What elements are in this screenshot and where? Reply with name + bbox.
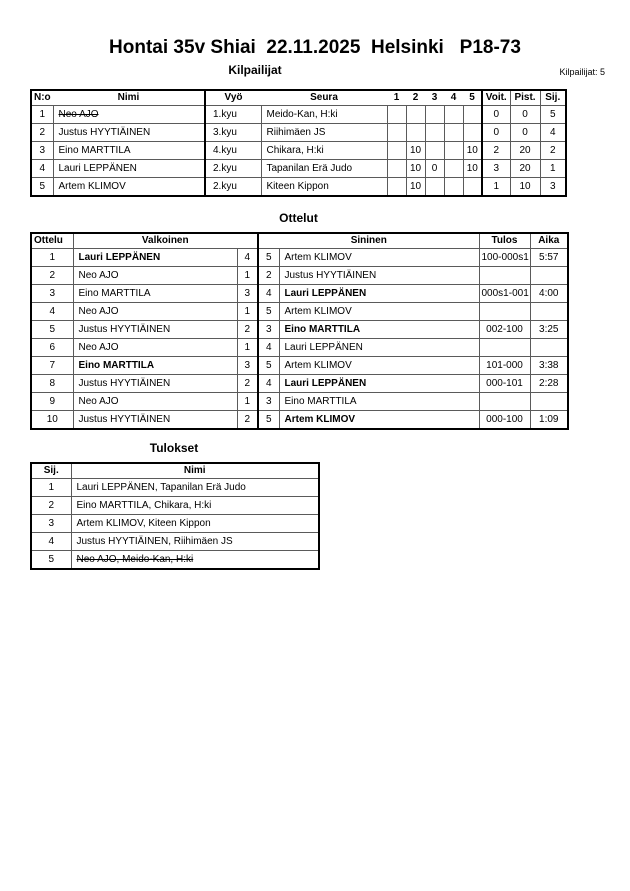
result-place: 5 bbox=[31, 551, 71, 570]
competitor-row bbox=[31, 124, 566, 142]
match-number: 10 bbox=[31, 411, 73, 430]
result-place: 2 bbox=[31, 497, 71, 515]
points-cell: 0 bbox=[510, 124, 540, 142]
white-player-number: 1 bbox=[237, 303, 258, 321]
col-header-aika: Aika bbox=[530, 233, 568, 249]
score-cell bbox=[387, 124, 406, 142]
match-result: 000-101 bbox=[479, 375, 530, 393]
blue-player-name: Eino MARTTILA bbox=[279, 393, 479, 411]
blue-player-name: Justus HYYTIÄINEN bbox=[279, 267, 479, 285]
points-cell: 0 bbox=[510, 106, 540, 124]
white-player-name: Justus HYYTIÄINEN bbox=[73, 321, 237, 339]
match-time bbox=[530, 303, 568, 321]
competitor-number: 5 bbox=[31, 178, 53, 197]
score-cell bbox=[463, 106, 482, 124]
blue-player-number: 4 bbox=[258, 375, 279, 393]
competitors-table-wrapper bbox=[30, 89, 567, 197]
match-row bbox=[31, 285, 568, 303]
results-section-title: Tulokset bbox=[149, 441, 199, 455]
match-time: 3:25 bbox=[530, 321, 568, 339]
result-row bbox=[31, 533, 319, 551]
score-cell bbox=[444, 106, 463, 124]
competitor-belt: 4.kyu bbox=[205, 142, 261, 160]
score-cell bbox=[444, 124, 463, 142]
match-result: 000-100 bbox=[479, 411, 530, 430]
results-table bbox=[30, 462, 320, 570]
competitors-header-row bbox=[31, 90, 566, 106]
competitor-club: Riihimäen JS bbox=[261, 124, 387, 142]
result-place: 3 bbox=[31, 515, 71, 533]
matches-table bbox=[30, 232, 569, 430]
competitor-count-label: Kilpailijat: 5 bbox=[559, 67, 605, 77]
col-header-round-1: 1 bbox=[387, 90, 406, 106]
white-player-number: 3 bbox=[237, 357, 258, 375]
match-result bbox=[479, 303, 530, 321]
blue-player-name: Lauri LEPPÄNEN bbox=[279, 375, 479, 393]
result-name: Eino MARTTILA, Chikara, H:ki bbox=[71, 497, 319, 515]
competitor-name: Lauri LEPPÄNEN bbox=[53, 160, 205, 178]
match-number: 5 bbox=[31, 321, 73, 339]
match-result: 100-000s1 bbox=[479, 249, 530, 267]
blue-player-number: 3 bbox=[258, 321, 279, 339]
competitor-club: Tapanilan Erä Judo bbox=[261, 160, 387, 178]
white-player-name: Neo AJO bbox=[73, 303, 237, 321]
match-number: 6 bbox=[31, 339, 73, 357]
white-player-number: 1 bbox=[237, 267, 258, 285]
blue-player-number: 2 bbox=[258, 267, 279, 285]
competitor-row bbox=[31, 106, 566, 124]
competitors-table bbox=[30, 89, 567, 197]
white-player-number: 1 bbox=[237, 393, 258, 411]
matches-table-wrapper bbox=[30, 232, 569, 430]
match-time: 2:28 bbox=[530, 375, 568, 393]
result-name: Artem KLIMOV, Kiteen Kippon bbox=[71, 515, 319, 533]
score-cell bbox=[444, 160, 463, 178]
competitor-name: Eino MARTTILA bbox=[53, 142, 205, 160]
match-row bbox=[31, 249, 568, 267]
result-row bbox=[31, 515, 319, 533]
result-name: Lauri LEPPÄNEN, Tapanilan Erä Judo bbox=[71, 479, 319, 497]
col-header-tulos: Tulos bbox=[479, 233, 530, 249]
col-header-round-4: 4 bbox=[444, 90, 463, 106]
match-row bbox=[31, 339, 568, 357]
result-place: 4 bbox=[31, 533, 71, 551]
col-header-nimi: Nimi bbox=[53, 90, 205, 106]
competitor-name: Justus HYYTIÄINEN bbox=[53, 124, 205, 142]
score-cell bbox=[387, 178, 406, 197]
match-row bbox=[31, 393, 568, 411]
blue-player-name: Lauri LEPPÄNEN bbox=[279, 285, 479, 303]
score-cell: 10 bbox=[406, 160, 425, 178]
match-time: 4:00 bbox=[530, 285, 568, 303]
score-cell bbox=[425, 106, 444, 124]
match-number: 3 bbox=[31, 285, 73, 303]
blue-player-number: 4 bbox=[258, 285, 279, 303]
match-number: 8 bbox=[31, 375, 73, 393]
match-time: 1:09 bbox=[530, 411, 568, 430]
col-header-nimi: Nimi bbox=[71, 463, 319, 479]
match-row bbox=[31, 357, 568, 375]
wins-cell: 1 bbox=[482, 178, 510, 197]
blue-player-name: Lauri LEPPÄNEN bbox=[279, 339, 479, 357]
col-header-ottelu: Ottelu bbox=[31, 233, 73, 249]
blue-player-name: Artem KLIMOV bbox=[279, 303, 479, 321]
match-time bbox=[530, 267, 568, 285]
match-time: 3:38 bbox=[530, 357, 568, 375]
competitor-belt: 2.kyu bbox=[205, 160, 261, 178]
points-cell: 20 bbox=[510, 160, 540, 178]
result-row bbox=[31, 497, 319, 515]
white-player-name: Justus HYYTIÄINEN bbox=[73, 411, 237, 430]
col-header-round-5: 5 bbox=[463, 90, 482, 106]
result-row bbox=[31, 479, 319, 497]
wins-cell: 2 bbox=[482, 142, 510, 160]
score-cell bbox=[406, 106, 425, 124]
col-header-round-3: 3 bbox=[425, 90, 444, 106]
score-cell bbox=[463, 178, 482, 197]
white-player-number: 2 bbox=[237, 411, 258, 430]
results-header-row bbox=[31, 463, 319, 479]
match-row bbox=[31, 303, 568, 321]
wins-cell: 0 bbox=[482, 124, 510, 142]
blue-player-name: Artem KLIMOV bbox=[279, 411, 479, 430]
competitors-section-title: Kilpailijat bbox=[228, 63, 282, 77]
white-player-name: Eino MARTTILA bbox=[73, 357, 237, 375]
col-header-valkoinen: Valkoinen bbox=[73, 233, 258, 249]
blue-player-name: Artem KLIMOV bbox=[279, 357, 479, 375]
matches-section-title: Ottelut bbox=[279, 211, 318, 225]
competitor-name: Artem KLIMOV bbox=[53, 178, 205, 197]
competitor-belt: 2.kyu bbox=[205, 178, 261, 197]
wins-cell: 0 bbox=[482, 106, 510, 124]
col-header-pist: Pist. bbox=[510, 90, 540, 106]
white-player-number: 2 bbox=[237, 321, 258, 339]
competitor-club: Kiteen Kippon bbox=[261, 178, 387, 197]
match-result: 101-000 bbox=[479, 357, 530, 375]
score-cell bbox=[444, 178, 463, 197]
place-cell: 5 bbox=[540, 106, 566, 124]
col-header-sij: Sij. bbox=[540, 90, 566, 106]
white-player-number: 1 bbox=[237, 339, 258, 357]
match-time bbox=[530, 393, 568, 411]
struck-name: Neo AJO bbox=[58, 109, 99, 120]
score-cell: 10 bbox=[463, 142, 482, 160]
competitor-name bbox=[53, 106, 205, 124]
match-number: 9 bbox=[31, 393, 73, 411]
match-number: 7 bbox=[31, 357, 73, 375]
competitor-number: 3 bbox=[31, 142, 53, 160]
competitor-number: 2 bbox=[31, 124, 53, 142]
competitor-belt: 3.kyu bbox=[205, 124, 261, 142]
competitor-belt: 1.kyu bbox=[205, 106, 261, 124]
competitor-row bbox=[31, 142, 566, 160]
white-player-number: 3 bbox=[237, 285, 258, 303]
matches-header-row bbox=[31, 233, 568, 249]
result-row bbox=[31, 551, 319, 570]
place-cell: 2 bbox=[540, 142, 566, 160]
blue-player-number: 4 bbox=[258, 339, 279, 357]
white-player-name: Neo AJO bbox=[73, 267, 237, 285]
match-result bbox=[479, 339, 530, 357]
score-cell: 10 bbox=[406, 178, 425, 197]
match-row bbox=[31, 411, 568, 430]
competitor-club: Meido-Kan, H:ki bbox=[261, 106, 387, 124]
white-player-name: Lauri LEPPÄNEN bbox=[73, 249, 237, 267]
col-header-voit: Voit. bbox=[482, 90, 510, 106]
white-player-name: Eino MARTTILA bbox=[73, 285, 237, 303]
competitor-row bbox=[31, 160, 566, 178]
match-time bbox=[530, 339, 568, 357]
score-cell bbox=[425, 142, 444, 160]
score-cell: 0 bbox=[425, 160, 444, 178]
blue-player-number: 5 bbox=[258, 303, 279, 321]
score-cell bbox=[425, 178, 444, 197]
match-result bbox=[479, 267, 530, 285]
competitor-number: 1 bbox=[31, 106, 53, 124]
match-result bbox=[479, 393, 530, 411]
col-header-sij: Sij. bbox=[31, 463, 71, 479]
col-header-no: N:o bbox=[31, 90, 53, 106]
white-player-number: 2 bbox=[237, 375, 258, 393]
blue-player-number: 5 bbox=[258, 249, 279, 267]
results-table-wrapper bbox=[30, 462, 320, 570]
white-player-name: Justus HYYTIÄINEN bbox=[73, 375, 237, 393]
score-cell bbox=[387, 142, 406, 160]
competitor-club: Chikara, H:ki bbox=[261, 142, 387, 160]
score-cell bbox=[463, 124, 482, 142]
score-cell bbox=[444, 142, 463, 160]
match-number: 1 bbox=[31, 249, 73, 267]
match-time: 5:57 bbox=[530, 249, 568, 267]
place-cell: 3 bbox=[540, 178, 566, 197]
col-header-round-2: 2 bbox=[406, 90, 425, 106]
blue-player-name: Eino MARTTILA bbox=[279, 321, 479, 339]
blue-player-number: 3 bbox=[258, 393, 279, 411]
page-title: Hontai 35v Shiai 22.11.2025 Helsinki P18-73 bbox=[109, 37, 521, 58]
blue-player-number: 5 bbox=[258, 357, 279, 375]
match-row bbox=[31, 267, 568, 285]
match-row bbox=[31, 321, 568, 339]
match-result: 000s1-001 bbox=[479, 285, 530, 303]
place-cell: 4 bbox=[540, 124, 566, 142]
score-cell bbox=[406, 124, 425, 142]
match-number: 2 bbox=[31, 267, 73, 285]
white-player-name: Neo AJO bbox=[73, 339, 237, 357]
match-result: 002-100 bbox=[479, 321, 530, 339]
score-cell bbox=[425, 124, 444, 142]
match-row bbox=[31, 375, 568, 393]
col-header-sininen: Sininen bbox=[258, 233, 479, 249]
score-cell: 10 bbox=[463, 160, 482, 178]
points-cell: 20 bbox=[510, 142, 540, 160]
white-player-number: 4 bbox=[237, 249, 258, 267]
score-cell bbox=[387, 106, 406, 124]
blue-player-number: 5 bbox=[258, 411, 279, 430]
place-cell: 1 bbox=[540, 160, 566, 178]
blue-player-name: Artem KLIMOV bbox=[279, 249, 479, 267]
result-name: Justus HYYTIÄINEN, Riihimäen JS bbox=[71, 533, 319, 551]
competitor-number: 4 bbox=[31, 160, 53, 178]
points-cell: 10 bbox=[510, 178, 540, 197]
competitor-row bbox=[31, 178, 566, 197]
result-name: Neo AJO, Meido-Kan, H:ki bbox=[71, 551, 319, 570]
col-header-seura: Seura bbox=[261, 90, 387, 106]
white-player-name: Neo AJO bbox=[73, 393, 237, 411]
result-place: 1 bbox=[31, 479, 71, 497]
wins-cell: 3 bbox=[482, 160, 510, 178]
col-header-vyo: Vyö bbox=[205, 90, 261, 106]
match-number: 4 bbox=[31, 303, 73, 321]
score-cell: 10 bbox=[406, 142, 425, 160]
score-cell bbox=[387, 160, 406, 178]
